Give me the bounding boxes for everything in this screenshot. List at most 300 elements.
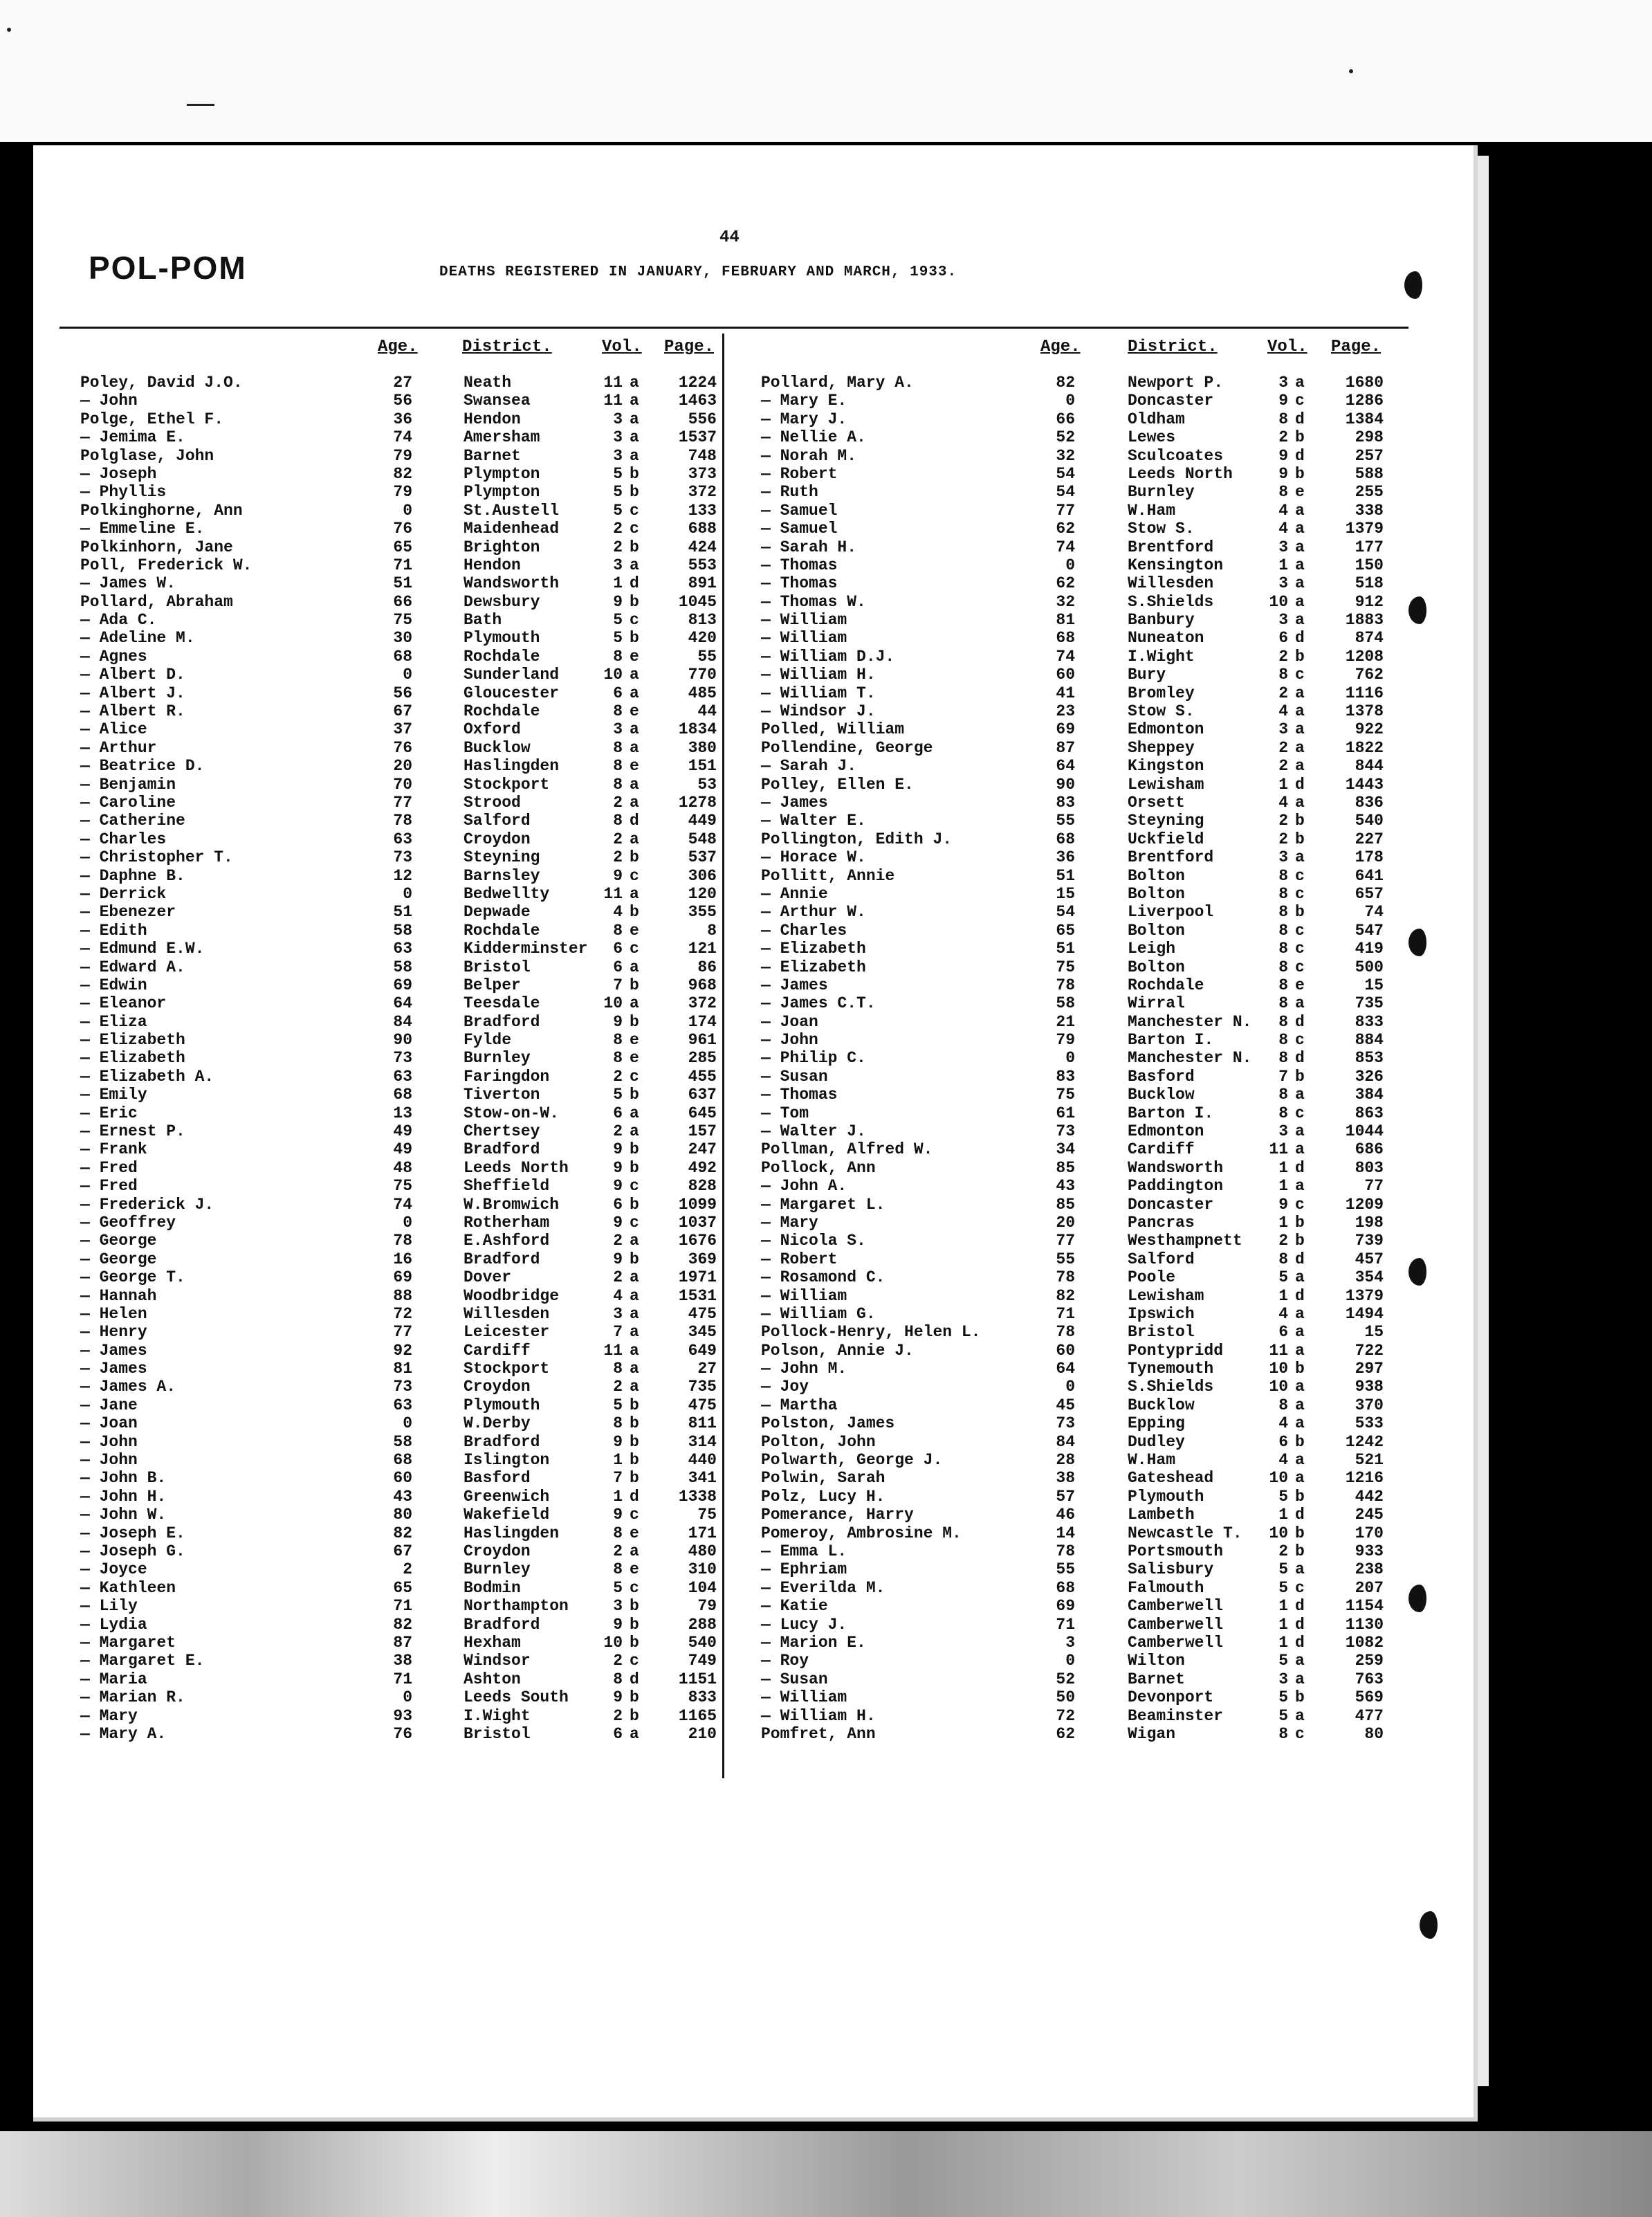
entry-page: 762 [1355, 666, 1384, 684]
entry-age: 28 [1056, 1451, 1075, 1470]
entry-page: 326 [1355, 1067, 1384, 1086]
entry-volume: 2 [613, 830, 623, 848]
entry-age: 51 [1056, 866, 1075, 885]
entry-age: 54 [1056, 903, 1075, 922]
entry-page: 649 [688, 1341, 717, 1360]
entry-page: 1209 [1345, 1195, 1384, 1214]
entry-page: 537 [688, 848, 717, 867]
entry-volume: 8 [1278, 1104, 1288, 1122]
entry-name: — Jane [80, 1396, 138, 1414]
entry-name: — Mary E. [761, 392, 847, 410]
entry-volume-letter: a [1295, 1122, 1305, 1141]
entry-volume-letter: d [630, 1670, 639, 1688]
entry-age: 49 [393, 1140, 412, 1159]
entry-name: — Alice [80, 720, 147, 739]
entry-volume-letter: b [630, 1195, 639, 1214]
entry-volume: 11 [603, 392, 623, 410]
entry-name: — Hannah [80, 1286, 157, 1305]
entry-age: 66 [393, 592, 412, 611]
entry-volume: 2 [613, 848, 623, 867]
entry-district: Lambeth [1128, 1506, 1195, 1524]
entry-volume-letter: a [1295, 592, 1305, 611]
entry-volume-letter: a [630, 1232, 639, 1250]
entry-name: Polkinghorne, Ann [80, 501, 243, 520]
entry-district: Bromley [1128, 684, 1195, 702]
entry-district: Wandsworth [1128, 1158, 1224, 1177]
entry-page: 637 [688, 1086, 717, 1104]
entry-district: Stow-on-W. [464, 1104, 560, 1122]
entry-name: — John [80, 1432, 138, 1451]
entry-age: 75 [1056, 1086, 1075, 1104]
entry-page: 1045 [678, 592, 717, 611]
entry-district: Basford [1128, 1067, 1195, 1086]
entry-district: Croydon [464, 1542, 531, 1560]
entry-district: Leeds North [464, 1158, 569, 1177]
entry-age: 74 [1056, 647, 1075, 666]
entry-volume: 9 [613, 1158, 623, 1177]
entry-age: 68 [1056, 629, 1075, 648]
entry-volume-letter: b [630, 1086, 639, 1104]
entry-name: Pollock, Ann [761, 1158, 876, 1177]
entry-volume: 2 [1278, 1542, 1288, 1560]
entry-name: — William H. [761, 666, 876, 684]
entry-age: 78 [393, 812, 412, 830]
entry-name: — Lucy J. [761, 1615, 847, 1634]
entry-page: 314 [688, 1432, 717, 1451]
entry-page: 844 [1355, 757, 1384, 776]
entry-name: — James [80, 1341, 147, 1360]
entry-district: Ashton [464, 1670, 521, 1688]
entry-volume: 10 [603, 994, 623, 1013]
entry-name: Pollitt, Annie [761, 866, 895, 885]
entry-name: — William [761, 1286, 847, 1305]
entry-age: 71 [1056, 1615, 1075, 1634]
entry-page: 645 [688, 1104, 717, 1122]
entry-volume: 2 [613, 1706, 623, 1725]
entry-volume-letter: d [1295, 1049, 1305, 1068]
entry-volume: 8 [1278, 940, 1288, 958]
entry-age: 84 [1056, 1432, 1075, 1451]
entry-page: 1099 [678, 1195, 717, 1214]
entry-volume-letter: a [630, 1286, 639, 1305]
entry-name: — Samuel [761, 501, 838, 520]
entry-age: 20 [1056, 1213, 1075, 1232]
entry-district: Orsett [1128, 793, 1185, 812]
entry-volume: 3 [1278, 1122, 1288, 1141]
entry-volume-letter: a [1295, 684, 1305, 702]
entry-volume: 5 [613, 629, 623, 648]
entry-age: 71 [393, 556, 412, 574]
entry-age: 34 [1056, 1140, 1075, 1159]
entry-age: 78 [1056, 976, 1075, 994]
entry-district: Sunderland [464, 666, 560, 684]
entry-volume: 8 [1278, 483, 1288, 502]
entry-volume: 4 [1278, 520, 1288, 538]
entry-district: Pancras [1128, 1213, 1195, 1232]
entry-page: 1216 [1345, 1469, 1384, 1488]
page-number: 44 [719, 228, 740, 247]
entry-volume: 2 [613, 1652, 623, 1670]
entry-name: — Ruth [761, 483, 818, 502]
entry-page: 174 [688, 1012, 717, 1031]
entry-district: Haslingden [464, 1524, 560, 1542]
entry-district: Oxford [464, 720, 521, 739]
entry-age: 71 [393, 1670, 412, 1688]
entry-age: 76 [393, 738, 412, 757]
entry-page: 178 [1355, 848, 1384, 867]
entry-volume-letter: b [630, 1140, 639, 1159]
entry-volume-letter: a [1295, 702, 1305, 721]
entry-district: W.Ham [1128, 501, 1176, 520]
entry-age: 48 [393, 1158, 412, 1177]
entry-name: — Adeline M. [80, 629, 195, 648]
entry-volume: 5 [1278, 1652, 1288, 1670]
entry-volume-letter: b [630, 1158, 639, 1177]
entry-volume: 3 [613, 1304, 623, 1323]
entry-volume-letter: a [630, 830, 639, 848]
vol-header: Vol. [602, 338, 642, 356]
entry-name: — Elizabeth [761, 958, 866, 976]
entry-volume: 6 [613, 1724, 623, 1743]
entry-volume-letter: a [630, 684, 639, 702]
entry-name: Pollman, Alfred W. [761, 1140, 933, 1159]
entry-district: Cardiff [1128, 1140, 1195, 1159]
entry-volume-letter: b [630, 1633, 639, 1652]
entry-page: 1242 [1345, 1432, 1384, 1451]
entry-volume: 5 [613, 1578, 623, 1597]
entry-district: Bradford [464, 1432, 540, 1451]
entry-name: — Beatrice D. [80, 757, 205, 776]
entry-volume: 10 [1269, 1524, 1288, 1542]
entry-name: Poll, Frederick W. [80, 556, 253, 574]
entry-page: 1378 [1345, 702, 1384, 721]
entry-name: — Eliza [80, 1012, 147, 1031]
entry-volume: 1 [613, 574, 623, 593]
entry-page: 492 [688, 1158, 717, 1177]
entry-volume-letter: e [630, 757, 639, 776]
entry-volume-letter: d [1295, 1158, 1305, 1177]
entry-age: 13 [393, 1104, 412, 1122]
entry-volume-letter: e [630, 647, 639, 666]
entry-district: Edmonton [1128, 1122, 1204, 1141]
entry-district: Bradford [464, 1012, 540, 1031]
entry-volume: 8 [613, 1560, 623, 1579]
entry-district: Leigh [1128, 940, 1176, 958]
entry-district: Sculcoates [1128, 446, 1224, 465]
entry-name: — Roy [761, 1652, 809, 1670]
entry-volume: 8 [1278, 994, 1288, 1013]
entry-name: — Marian R. [80, 1688, 185, 1707]
entry-name: — Ebenezer [80, 903, 176, 922]
entry-volume-letter: a [630, 410, 639, 428]
entry-name: Pollard, Mary A. [761, 374, 914, 392]
entry-volume-letter: b [630, 483, 639, 502]
entry-volume: 8 [1278, 976, 1288, 994]
entry-volume-letter: a [630, 1542, 639, 1560]
entry-volume: 2 [1278, 1232, 1288, 1250]
entry-volume: 9 [1278, 446, 1288, 465]
entry-name: Polston, James [761, 1414, 895, 1433]
entry-volume-letter: c [630, 501, 639, 520]
entry-name: — Catherine [80, 812, 185, 830]
entry-volume: 2 [613, 793, 623, 812]
entry-page: 55 [697, 647, 717, 666]
entry-name: — Emily [80, 1086, 147, 1104]
entry-page: 449 [688, 812, 717, 830]
entry-name: Polglase, John [80, 446, 214, 465]
entry-name: — Joy [761, 1378, 809, 1396]
entry-name: — Ernest P. [80, 1122, 185, 1141]
entry-age: 54 [1056, 464, 1075, 483]
entry-district: Willesden [464, 1304, 550, 1323]
entry-district: Beaminster [1128, 1706, 1224, 1725]
entry-volume-letter: d [1295, 446, 1305, 465]
entry-volume-letter: c [630, 1067, 639, 1086]
entry-page: 238 [1355, 1560, 1384, 1579]
entry-page: 121 [688, 940, 717, 958]
entry-district: Uckfield [1128, 830, 1204, 848]
entry-district: Rotherham [464, 1213, 550, 1232]
entry-volume-letter: d [630, 1487, 639, 1506]
entry-age: 45 [1056, 1396, 1075, 1414]
entry-age: 74 [393, 1195, 412, 1214]
entry-age: 58 [1056, 994, 1075, 1013]
entry-volume: 3 [1278, 848, 1288, 867]
entry-volume-letter: d [1295, 1615, 1305, 1634]
entry-page: 177 [1355, 538, 1384, 556]
entry-name: — William [761, 611, 847, 630]
entry-name: — Elizabeth A. [80, 1067, 214, 1086]
entry-age: 78 [1056, 1542, 1075, 1560]
entry-volume: 2 [613, 1232, 623, 1250]
entry-district: Depwade [464, 903, 531, 922]
entry-volume: 5 [1278, 1268, 1288, 1287]
entry-volume-letter: b [630, 1469, 639, 1488]
entry-name: — Elizabeth [761, 940, 866, 958]
entry-volume: 6 [613, 684, 623, 702]
entry-district: Plymouth [1128, 1487, 1204, 1506]
entry-volume-letter: b [1295, 812, 1305, 830]
entry-volume-letter: b [1295, 1688, 1305, 1707]
entry-page: 912 [1355, 592, 1384, 611]
entry-volume: 8 [613, 1414, 623, 1433]
entry-name: — Derrick [80, 884, 167, 903]
entry-page: 424 [688, 538, 717, 556]
entry-name: — Jemima E. [80, 428, 185, 447]
entry-page: 548 [688, 830, 717, 848]
entry-district: Tynemouth [1128, 1360, 1214, 1378]
entry-age: 38 [393, 1652, 412, 1670]
entry-page: 518 [1355, 574, 1384, 593]
entry-age: 60 [1056, 1341, 1075, 1360]
entry-page: 255 [1355, 483, 1384, 502]
entry-volume: 5 [613, 501, 623, 520]
entry-volume: 6 [1278, 1432, 1288, 1451]
entry-page: 198 [1355, 1213, 1384, 1232]
entry-age: 82 [1056, 374, 1075, 392]
entry-name: — William D.J. [761, 647, 895, 666]
entry-volume-letter: a [1295, 1414, 1305, 1433]
entry-age: 36 [393, 410, 412, 428]
entry-district: Bolton [1128, 921, 1185, 940]
entry-name: Polkinhorn, Jane [80, 538, 233, 556]
entry-district: Poole [1128, 1268, 1176, 1287]
entry-page: 15 [1364, 1323, 1384, 1342]
entry-district: Wakefield [464, 1506, 550, 1524]
entry-volume-letter: a [630, 1323, 639, 1342]
entry-age: 69 [1056, 1597, 1075, 1616]
entry-page: 1379 [1345, 1286, 1384, 1305]
entry-district: Rochdale [464, 702, 540, 721]
entry-name: — Helen [80, 1304, 147, 1323]
entry-volume: 8 [613, 738, 623, 757]
entry-age: 72 [393, 1304, 412, 1323]
entry-page: 1379 [1345, 520, 1384, 538]
entry-volume: 8 [613, 1670, 623, 1688]
entry-page: 285 [688, 1049, 717, 1068]
entry-volume-letter: a [1295, 757, 1305, 776]
entry-age: 27 [393, 374, 412, 392]
entry-name: — Lily [80, 1597, 138, 1616]
entry-page: 86 [697, 958, 717, 976]
entry-volume-letter: a [630, 392, 639, 410]
entry-name: — William T. [761, 684, 876, 702]
district-header: District. [1128, 338, 1218, 356]
entry-page: 1116 [1345, 684, 1384, 702]
entry-district: Windsor [464, 1652, 531, 1670]
entry-district: Leeds North [1128, 464, 1233, 483]
entry-page: 157 [688, 1122, 717, 1141]
entry-age: 79 [393, 446, 412, 465]
entry-district: Haslingden [464, 757, 560, 776]
entry-age: 77 [1056, 1232, 1075, 1250]
entry-district: Burnley [1128, 483, 1195, 502]
entry-district: Stow S. [1128, 520, 1195, 538]
entry-age: 75 [1056, 958, 1075, 976]
entry-page: 749 [688, 1652, 717, 1670]
entry-volume-letter: a [1295, 1560, 1305, 1579]
entry-volume: 8 [613, 647, 623, 666]
entry-volume-letter: b [1295, 464, 1305, 483]
entry-volume-letter: a [1295, 1341, 1305, 1360]
entry-name: — Rosamond C. [761, 1268, 885, 1287]
entry-age: 62 [1056, 1724, 1075, 1743]
entry-age: 46 [1056, 1506, 1075, 1524]
entry-age: 73 [393, 1049, 412, 1068]
entry-volume: 8 [1278, 903, 1288, 922]
entry-district: Burnley [464, 1049, 531, 1068]
entry-name: — Albert D. [80, 666, 185, 684]
entry-district: Newport P. [1128, 374, 1224, 392]
entry-name: — Marion E. [761, 1633, 866, 1652]
entry-district: Gateshead [1128, 1469, 1214, 1488]
entry-age: 0 [403, 1688, 412, 1707]
vol-header: Vol. [1267, 338, 1307, 356]
entry-volume-letter: a [1295, 738, 1305, 757]
entry-volume-letter: b [630, 848, 639, 867]
entry-age: 75 [393, 611, 412, 630]
entry-age: 81 [1056, 611, 1075, 630]
entry-volume-letter: c [1295, 666, 1305, 684]
scan-speck [1349, 69, 1353, 73]
entry-volume: 5 [1278, 1706, 1288, 1725]
entry-age: 12 [393, 866, 412, 885]
entry-volume: 8 [613, 1360, 623, 1378]
entry-name: Polley, Ellen E. [761, 775, 914, 794]
entry-page: 77 [1364, 1177, 1384, 1196]
entry-district: Burnley [464, 1560, 531, 1579]
entry-age: 32 [1056, 592, 1075, 611]
entry-volume-letter: a [630, 1378, 639, 1396]
entry-name: — James W. [80, 574, 176, 593]
entry-district: Newcastle T. [1128, 1524, 1242, 1542]
entry-district: Leeds South [464, 1688, 569, 1707]
entry-age: 71 [393, 1597, 412, 1616]
entry-age: 64 [393, 994, 412, 1013]
entry-name: Polz, Lucy H. [761, 1487, 885, 1506]
entry-district: Teesdale [464, 994, 540, 1013]
entry-volume-letter: a [1295, 501, 1305, 520]
entry-district: Salford [1128, 1250, 1195, 1268]
entry-volume: 9 [613, 1012, 623, 1031]
entry-name: — George T. [80, 1268, 185, 1287]
entry-volume: 3 [613, 720, 623, 739]
entry-district: Maidenhead [464, 520, 560, 538]
entry-page: 370 [1355, 1396, 1384, 1414]
entry-volume: 7 [613, 1469, 623, 1488]
entry-volume: 3 [1278, 1670, 1288, 1688]
entry-volume: 3 [613, 446, 623, 465]
entry-volume: 4 [1278, 1451, 1288, 1470]
entry-volume: 2 [613, 1067, 623, 1086]
entry-district: Camberwell [1128, 1597, 1224, 1616]
entry-page: 884 [1355, 1031, 1384, 1050]
header-rule [59, 327, 1408, 329]
entry-volume: 8 [613, 702, 623, 721]
entry-page: 1883 [1345, 611, 1384, 630]
entry-name: — Charles [80, 830, 167, 848]
entry-district: Leicester [464, 1323, 550, 1342]
entry-name: Polwarth, George J. [761, 1451, 943, 1470]
entry-volume-letter: a [1295, 1304, 1305, 1323]
entry-age: 43 [1056, 1177, 1075, 1196]
entry-district: W.Derby [464, 1414, 531, 1433]
entry-volume-letter: a [630, 1341, 639, 1360]
entry-district: Sheppey [1128, 738, 1195, 757]
entry-page: 457 [1355, 1250, 1384, 1268]
entry-age: 82 [393, 464, 412, 483]
punch-hole [1408, 1258, 1431, 1286]
entry-district: Epping [1128, 1414, 1185, 1433]
entry-volume-letter: b [630, 464, 639, 483]
entry-district: Banbury [1128, 611, 1195, 630]
entry-volume-letter: a [630, 1268, 639, 1287]
entry-name: Pomerance, Harry [761, 1506, 914, 1524]
entry-page: 297 [1355, 1360, 1384, 1378]
entry-page: 369 [688, 1250, 717, 1268]
entry-volume-letter: b [630, 1615, 639, 1634]
entry-district: Bucklow [1128, 1086, 1195, 1104]
entry-page: 688 [688, 520, 717, 538]
entry-name: — Windsor J. [761, 702, 876, 721]
entry-volume-letter: b [1295, 1360, 1305, 1378]
entry-district: Plymouth [464, 1396, 540, 1414]
page-heading: DEATHS REGISTERED IN JANUARY, FEBRUARY AND MARCH, 1933. [439, 264, 957, 280]
entry-page: 485 [688, 684, 717, 702]
entry-district: Dover [464, 1268, 512, 1287]
entry-age: 57 [1056, 1487, 1075, 1506]
entry-page: 891 [688, 574, 717, 593]
